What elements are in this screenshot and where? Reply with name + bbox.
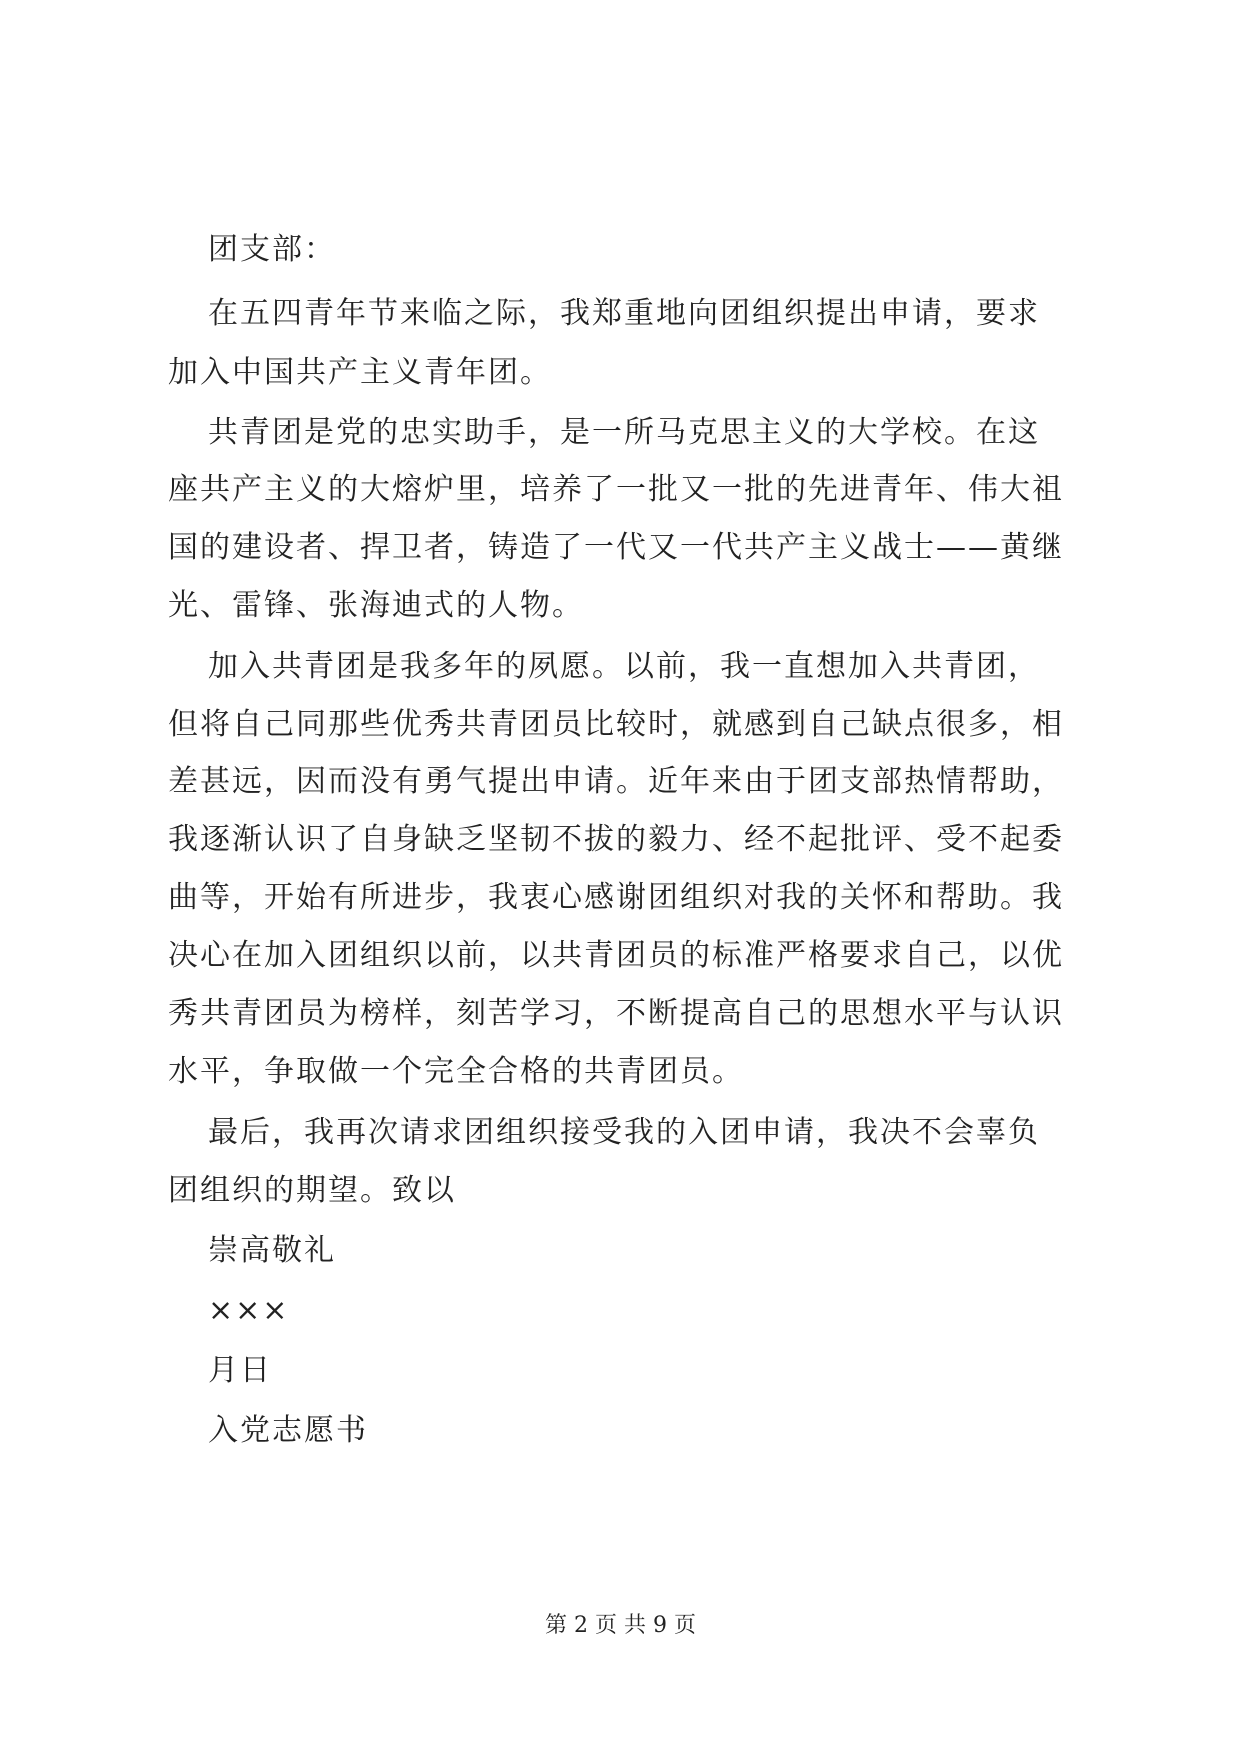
date: 月日 bbox=[208, 1353, 272, 1388]
paragraph-line: 加入共青团是我多年的夙愿。以前，我一直想加入共青团， bbox=[208, 649, 1040, 684]
paragraph-line: 共青团是党的忠实助手，是一所马克思主义的大学校。在这 bbox=[208, 415, 1040, 450]
paragraph-line: 团组织的期望。致以 bbox=[168, 1173, 456, 1208]
salutation: 团支部： bbox=[208, 232, 336, 267]
paragraph-line: 座共产主义的大熔炉里，培养了一批又一批的先进青年、伟大祖 bbox=[168, 472, 1064, 507]
closing: 崇高敬礼 bbox=[208, 1233, 336, 1268]
page-number-label: 第 2 页 共 9 页 bbox=[545, 1613, 696, 1638]
page-footer bbox=[0, 1612, 1241, 1640]
paragraph-line: 决心在加入团组织以前，以共青团员的标准严格要求自己，以优 bbox=[168, 938, 1064, 973]
signature: ××× bbox=[208, 1293, 290, 1328]
paragraph-line: 但将自己同那些优秀共青团员比较时，就感到自己缺点很多，相 bbox=[168, 707, 1064, 742]
paragraph-line: 曲等，开始有所进步，我衷心感谢团组织对我的关怀和帮助。我 bbox=[168, 880, 1064, 915]
next-section-title: 入党志愿书 bbox=[208, 1413, 368, 1448]
paragraph-line: 我逐渐认识了自身缺乏坚韧不拔的毅力、经不起批评、受不起委 bbox=[168, 822, 1064, 857]
paragraph-line: 在五四青年节来临之际，我郑重地向团组织提出申请，要求 bbox=[208, 296, 1040, 331]
paragraph-line: 光、雷锋、张海迪式的人物。 bbox=[168, 588, 584, 623]
paragraph-line: 加入中国共产主义青年团。 bbox=[168, 355, 552, 390]
paragraph-line: 差甚远，因而没有勇气提出申请。近年来由于团支部热情帮助， bbox=[168, 764, 1064, 799]
paragraph-line: 秀共青团员为榜样，刻苦学习，不断提高自己的思想水平与认识 bbox=[168, 996, 1064, 1031]
paragraph-line: 国的建设者、捍卫者，铸造了一代又一代共产主义战士——黄继 bbox=[168, 530, 1064, 565]
paragraph-line: 最后，我再次请求团组织接受我的入团申请，我决不会辜负 bbox=[208, 1115, 1040, 1150]
paragraph-line: 水平，争取做一个完全合格的共青团员。 bbox=[168, 1054, 744, 1089]
